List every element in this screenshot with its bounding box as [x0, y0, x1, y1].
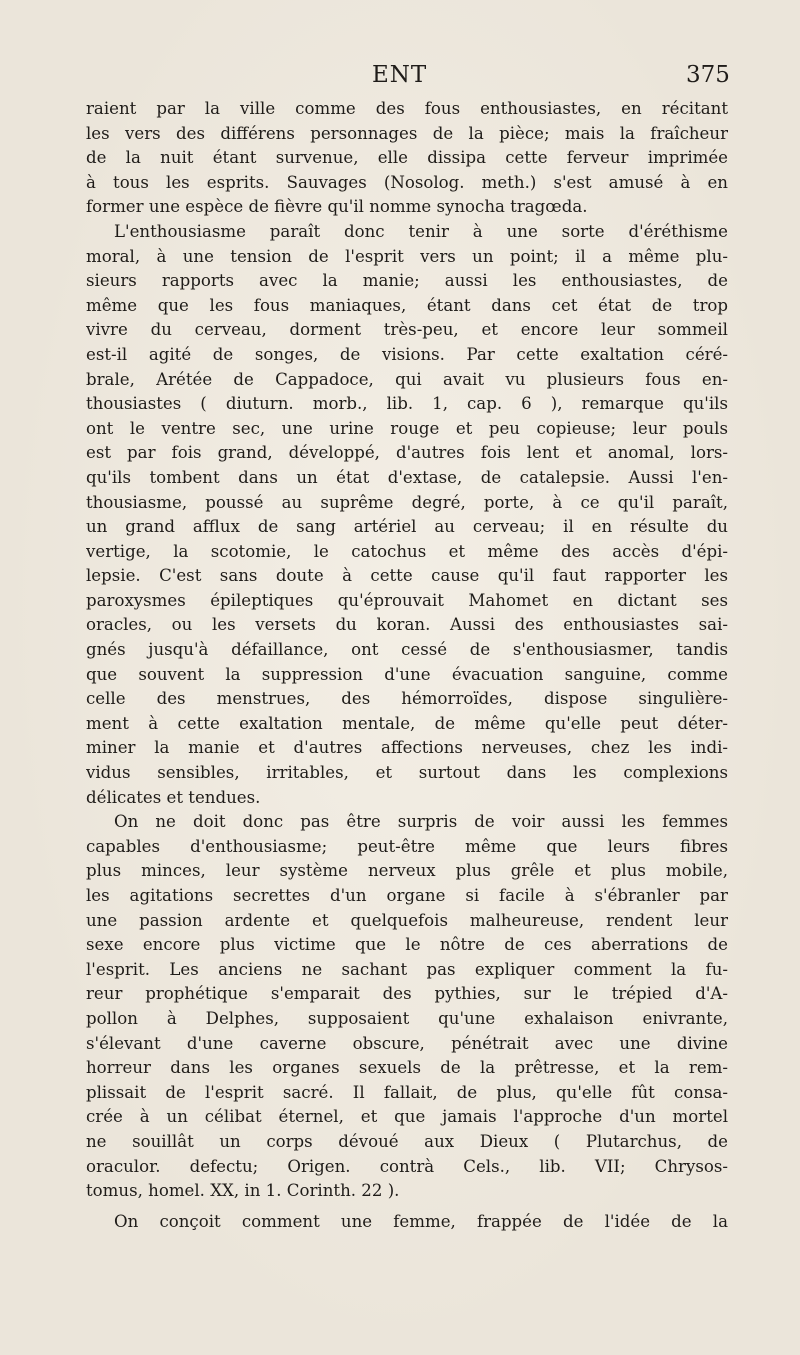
text-line: vidus sensibles, irritables, et surtout dans les complexions — [86, 763, 728, 783]
text-line: un grand afflux de sang artériel au cerveau; il en résulte du — [86, 517, 728, 537]
text-line: ne souillât un corps dévoué aux Dieux ( Plutarchus, de — [86, 1131, 728, 1151]
text-line: reur prophétique s'emparait des pythies, sur le trépied d'A- — [86, 984, 728, 1004]
text-line: thousiasme, poussé au suprême degré, porte, à ce qu'il paraît, — [86, 492, 728, 512]
running-head — [0, 62, 800, 96]
text-line: ont le ventre sec, une urine rouge et peu copieuse; leur pouls — [86, 418, 728, 438]
text-line: à tous les esprits. Sauvages (Nosolog. meth.) s'est amusé à en — [86, 172, 728, 192]
text-line: délicates et tendues. — [86, 787, 261, 807]
running-head-title: ENT — [372, 62, 428, 88]
text-line: raient par la ville comme des fous enthousiastes, en récitant — [86, 99, 728, 118]
text-line: qu'ils tombent dans un état d'extase, de catalepsie. Aussi l'en- — [86, 467, 728, 487]
text-line: même que les fous maniaques, étant dans cet état de trop — [86, 295, 728, 315]
text-line: L'enthousiasme paraît donc tenir à une sorte d'éréthisme — [114, 221, 728, 241]
text-line: former une espèce de fièvre qu'il nomme synocha tragœda. — [86, 197, 588, 217]
text-line: oracles, ou les versets du koran. Aussi des enthousiastes sai- — [86, 615, 728, 635]
text-line: paroxysmes épileptiques qu'éprouvait Mahomet en dictant ses — [86, 590, 728, 610]
text-line: lepsie. C'est sans doute à cette cause qu'il faut rapporter les — [86, 566, 728, 586]
text-line: l'esprit. Les anciens ne sachant pas expliquer comment la fu- — [86, 959, 728, 979]
text-line: sexe encore plus victime que le nôtre de ces aberrations de — [86, 935, 728, 955]
text-line: vivre du cerveau, dorment très-peu, et encore leur sommeil — [86, 320, 728, 340]
text-line: moral, à une tension de l'esprit vers un point; il a même plu- — [86, 246, 728, 266]
text-line: celle des menstrues, des hémorroïdes, dispose singulière- — [86, 689, 728, 709]
text-line: s'élevant d'une caverne obscure, pénétrait avec une divine — [86, 1033, 728, 1053]
text-line: les agitations secrettes d'un organe si facile à s'ébranler par — [86, 886, 728, 905]
text-line: de la nuit étant survenue, elle dissipa cette ferveur imprimée — [86, 148, 728, 168]
text-line: que souvent la suppression d'une évacuation sanguine, comme — [86, 664, 728, 684]
text-line: miner la manie et d'autres affections nerveuses, chez les indi- — [86, 738, 728, 758]
text-line: oraculor. defectu; Origen. contrà Cels., lib. VII; Chrysos- — [86, 1156, 728, 1176]
text-line: les vers des différens personnages de la pièce; mais la fraîcheur — [86, 123, 728, 143]
text-line: vertige, la scotomie, le catochus et même des accès d'épi- — [86, 541, 728, 561]
text-line: ment à cette exaltation mentale, de même qu'elle peut déter- — [86, 713, 728, 733]
body-text — [86, 97, 728, 1234]
text-line: pollon à Delphes, supposaient qu'une exhalaison enivrante, — [86, 1008, 728, 1028]
text-line: sieurs rapports avec la manie; aussi les enthousiastes, de — [86, 271, 728, 291]
text-line: est par fois grand, développé, d'autres fois lent et anomal, lors- — [86, 443, 728, 463]
text-line: crée à un célibat éternel, et que jamais l'approche d'un mortel — [86, 1107, 728, 1127]
text-line: brale, Arétée de Cappadoce, qui avait vu plusieurs fous en- — [86, 369, 728, 389]
text-line: plissait de l'esprit sacré. Il fallait, de plus, qu'elle fût consa- — [86, 1082, 728, 1102]
text-line: plus minces, leur système nerveux plus grêle et plus mobile, — [86, 861, 728, 881]
text-line: tomus, homel. XX, in 1. Corinth. 22 ). — [86, 1181, 400, 1201]
text-line: On conçoit comment une femme, frappée de l'idée de la — [114, 1211, 728, 1231]
text-line: gnés jusqu'à défaillance, ont cessé de s'enthousiasmer, tandis — [86, 640, 728, 660]
text-line: On ne doit donc pas être surpris de voir aussi les femmes — [114, 812, 728, 832]
text-line: capables d'enthousiasme; peut-être même que leurs fibres — [86, 836, 728, 856]
text-line: une passion ardente et quelquefois malheureuse, rendent leur — [86, 910, 728, 930]
text-line: thousiastes ( diuturn. morb., lib. 1, cap. 6 ), remarque qu'ils — [86, 394, 728, 414]
page-number: 375 — [686, 62, 730, 88]
text-line: horreur dans les organes sexuels de la prêtresse, et la rem- — [86, 1058, 728, 1078]
text-line: est-il agité de songes, de visions. Par cette exaltation céré- — [86, 344, 728, 364]
